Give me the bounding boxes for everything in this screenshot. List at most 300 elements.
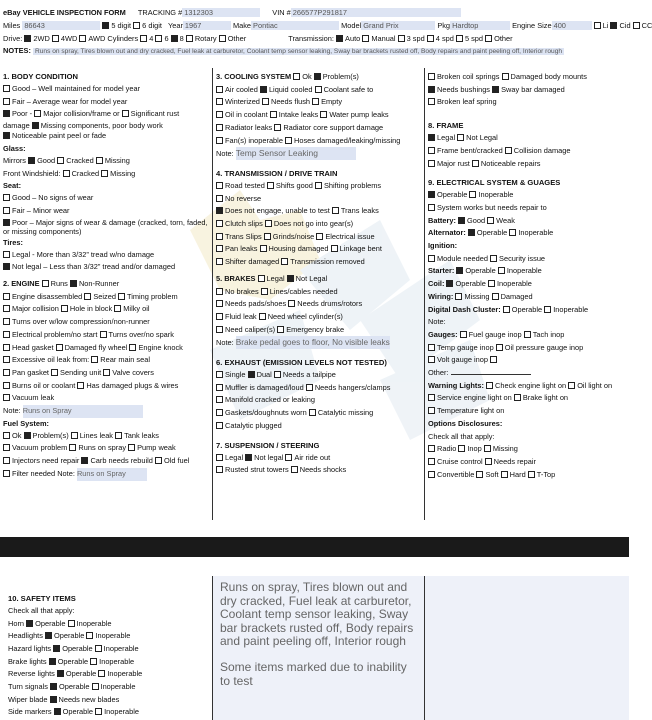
column-frame-electrical bbox=[424, 68, 629, 520]
checkbox-temp-gauge[interactable] bbox=[428, 344, 435, 351]
checkbox-cruise[interactable] bbox=[428, 458, 435, 465]
checkbox-injectors[interactable] bbox=[3, 457, 10, 464]
checkbox-electrical-no-start[interactable] bbox=[3, 331, 10, 338]
label-air-ride: Air ride out bbox=[294, 452, 331, 462]
checkbox-trans-leaks[interactable] bbox=[332, 207, 339, 214]
checkbox-coil-inoperable[interactable] bbox=[488, 280, 495, 287]
checkbox-filter[interactable] bbox=[3, 470, 10, 477]
label-brakes-legal: Legal bbox=[266, 273, 285, 283]
label-wheel-cyl: Need wheel cylinder(s) bbox=[267, 311, 343, 321]
checkbox-rear-main[interactable] bbox=[91, 356, 98, 363]
checkbox-2wd[interactable] bbox=[24, 35, 31, 42]
label-no-engage: Does not engage, unable to test bbox=[225, 206, 330, 216]
label-horn-inoperable: Inoperable bbox=[76, 618, 112, 628]
checkbox-wiring-missing[interactable] bbox=[455, 293, 462, 300]
checkbox-paint-peel[interactable] bbox=[3, 132, 10, 139]
label-alternator: Alternator: bbox=[428, 228, 466, 238]
checkbox-no-engage[interactable] bbox=[216, 207, 223, 214]
checkbox-horn-operable[interactable] bbox=[26, 620, 33, 627]
checkbox-tires-not-legal[interactable] bbox=[3, 263, 10, 270]
checkbox-calipers[interactable] bbox=[216, 326, 223, 333]
checkbox-4spd[interactable] bbox=[427, 35, 434, 42]
checkbox-sig-rust[interactable] bbox=[122, 110, 129, 117]
checkbox-hard[interactable] bbox=[501, 471, 508, 478]
checkbox-seat-good[interactable] bbox=[3, 194, 10, 201]
label-body-good: Good – Well maintained for model year bbox=[12, 84, 141, 93]
cooling-note-field[interactable]: Temp Sensor Leaking bbox=[236, 147, 356, 160]
label-battery: Battery: bbox=[428, 215, 456, 225]
label-gaskets: Gaskets/doughnuts worn bbox=[225, 408, 307, 418]
tracking-field[interactable]: 1312303 bbox=[182, 8, 260, 17]
label-tailpipe: Needs a tailpipe bbox=[282, 370, 336, 380]
checkbox-wheel-cyl[interactable] bbox=[259, 313, 266, 320]
checkbox-housing[interactable] bbox=[260, 245, 267, 252]
checkbox-valve-covers[interactable] bbox=[103, 369, 110, 376]
checkbox-starter-operable[interactable] bbox=[456, 267, 463, 274]
checkbox-plugs-wires[interactable] bbox=[77, 382, 84, 389]
checkbox-manual[interactable] bbox=[362, 35, 369, 42]
label-clutch-slips: Clutch slips bbox=[225, 219, 263, 229]
label-auto: Auto bbox=[345, 34, 361, 43]
label-electrical-no-start: Electrical problem/no start bbox=[12, 329, 98, 339]
checkbox-turn-inoperable[interactable] bbox=[92, 683, 99, 690]
engine-size-label: Engine Size bbox=[512, 21, 552, 30]
checkbox-winterized[interactable] bbox=[216, 98, 223, 105]
label-no-gears: Does not go into gear(s) bbox=[273, 219, 354, 229]
checkbox-ebrake[interactable] bbox=[277, 326, 284, 333]
checkbox-non-runner[interactable] bbox=[70, 280, 77, 287]
checkbox-alt-operable[interactable] bbox=[468, 229, 475, 236]
label-collision-damage: Collision damage bbox=[513, 145, 571, 155]
label-soft: Soft bbox=[485, 469, 499, 479]
checkbox-shocks[interactable] bbox=[291, 466, 298, 473]
model-field[interactable]: Grand Prix bbox=[361, 21, 435, 30]
label-sway-bar: Sway bar damaged bbox=[501, 84, 565, 94]
checkbox-sending-unit[interactable] bbox=[51, 369, 58, 376]
checkbox-no-reverse[interactable] bbox=[216, 195, 223, 202]
label-pan-gasket: Pan gasket bbox=[12, 367, 49, 377]
checkbox-seat-poor[interactable] bbox=[3, 219, 10, 226]
summary-notes[interactable] bbox=[212, 576, 424, 720]
checkbox-radio[interactable] bbox=[428, 445, 435, 452]
checkbox-rusted-towers[interactable] bbox=[216, 466, 223, 473]
frame-title: 8. FRAME bbox=[428, 121, 464, 131]
checkbox-coolant-safe[interactable] bbox=[315, 86, 322, 93]
checkbox-elec-operable[interactable] bbox=[428, 191, 435, 198]
checkbox-works-but[interactable] bbox=[428, 204, 435, 211]
checkbox-tailpipe[interactable] bbox=[274, 371, 281, 378]
label-cooling-problems: Problem(s) bbox=[322, 72, 359, 81]
checkbox-tach[interactable] bbox=[524, 331, 531, 338]
checkbox-brakes-legal[interactable] bbox=[258, 275, 265, 282]
checkbox-susp-not-legal[interactable] bbox=[245, 454, 252, 461]
fuel-note-field[interactable]: Runs on Spray bbox=[77, 468, 147, 481]
year-field[interactable]: 1967 bbox=[183, 21, 231, 30]
checkbox-major-rust[interactable] bbox=[428, 160, 435, 167]
checkbox-tank-leaks[interactable] bbox=[115, 432, 122, 439]
label-options: Options Disclosures: bbox=[428, 418, 503, 428]
checkbox-pads[interactable] bbox=[216, 300, 223, 307]
trans-title: 4. TRANSMISSION / DRIVE TRAIN bbox=[216, 168, 338, 178]
label-pan-leaks: Pan leaks bbox=[225, 244, 258, 254]
checkbox-turn-operable[interactable] bbox=[50, 683, 57, 690]
label-burns-oil: Burns oil or coolant bbox=[12, 380, 76, 390]
checkbox-pump-weak[interactable] bbox=[128, 444, 135, 451]
checkbox-head-gasket[interactable] bbox=[3, 344, 10, 351]
checkbox-auto[interactable] bbox=[336, 35, 343, 42]
checkbox-cooling-ok[interactable] bbox=[293, 73, 300, 80]
label-seized: Seized bbox=[93, 291, 116, 301]
label-fuel-ok: Ok bbox=[12, 430, 22, 440]
safety-headlights-label: Headlights bbox=[8, 631, 43, 641]
checkbox-runs[interactable] bbox=[42, 280, 49, 287]
checkbox-body-poor[interactable] bbox=[3, 110, 10, 117]
checkbox-carb[interactable] bbox=[81, 457, 88, 464]
checkbox-cruise-repair[interactable] bbox=[485, 458, 492, 465]
checkbox-soft[interactable] bbox=[476, 471, 483, 478]
checkbox-lines-leak[interactable] bbox=[71, 432, 78, 439]
checkbox-body-fair[interactable] bbox=[3, 98, 10, 105]
make-label: Make bbox=[232, 21, 252, 30]
checkbox-5spd[interactable] bbox=[456, 35, 463, 42]
label-valve-covers: Valve covers bbox=[112, 367, 154, 377]
checkbox-headlights-inoperable[interactable] bbox=[86, 632, 93, 639]
label-side-markers-operable: Operable bbox=[62, 707, 94, 717]
gauge-other-field[interactable] bbox=[451, 374, 531, 375]
checkbox-low-compression[interactable] bbox=[3, 318, 10, 325]
checkbox-road-tested[interactable] bbox=[216, 182, 223, 189]
checkbox-wiring-damaged[interactable] bbox=[492, 293, 499, 300]
label-trans-removed: Transmission removed bbox=[290, 257, 365, 267]
tracking-label: TRACKING # bbox=[137, 8, 183, 17]
label-cyl4: 4 bbox=[149, 34, 154, 43]
label-shifter: Shifter damaged bbox=[225, 257, 280, 267]
label-headlights-operable: Operable bbox=[53, 631, 85, 641]
checkbox-needs-flush[interactable] bbox=[262, 98, 269, 105]
make-field[interactable]: Pontiac bbox=[251, 21, 339, 30]
checkbox-gaskets[interactable] bbox=[216, 409, 223, 416]
label-trans-leaks: Trans leaks bbox=[340, 206, 379, 216]
checkbox-headlights-operable[interactable] bbox=[45, 632, 52, 639]
checkbox-radiator-leaks[interactable] bbox=[216, 124, 223, 131]
safety-brake-lights-label: Brake lights bbox=[8, 656, 47, 666]
label-turn-inoperable: Inoperable bbox=[100, 682, 136, 692]
checkbox-electrical-issue[interactable] bbox=[316, 233, 323, 240]
checkbox-runs-on-spray[interactable] bbox=[69, 444, 76, 451]
safety-side-markers-label: Side markers bbox=[8, 707, 52, 717]
checkbox-4wd[interactable] bbox=[52, 35, 59, 42]
checkbox-radio-inop[interactable] bbox=[458, 445, 465, 452]
label-shocks: Needs shocks bbox=[299, 465, 347, 475]
checkbox-hoses[interactable] bbox=[285, 137, 292, 144]
checkbox-missing-components[interactable] bbox=[32, 122, 39, 129]
checkbox-ttop[interactable] bbox=[528, 471, 535, 478]
checkbox-vacuum-problem[interactable] bbox=[3, 444, 10, 451]
label-radiator-leaks: Radiator leaks bbox=[225, 122, 273, 132]
checkbox-flywheel[interactable] bbox=[56, 344, 63, 351]
label-hard: Hard bbox=[509, 469, 526, 479]
checkbox-radiator-core[interactable] bbox=[274, 124, 281, 131]
checkbox-oil-light[interactable] bbox=[568, 382, 575, 389]
label-body-poor: Poor - bbox=[12, 109, 33, 119]
checkbox-timing[interactable] bbox=[118, 293, 125, 300]
checkbox-awd[interactable] bbox=[79, 35, 86, 42]
label-major-collision: Major collision/frame or bbox=[43, 109, 120, 119]
checkbox-no-brakes[interactable] bbox=[216, 288, 223, 295]
checkbox-seat-fair[interactable] bbox=[3, 207, 10, 214]
label-engine-collision: Major collision bbox=[12, 304, 59, 314]
checkbox-cyl8[interactable] bbox=[171, 35, 178, 42]
engine-note-field[interactable]: Runs on Spray bbox=[23, 405, 143, 418]
label-li: Li bbox=[602, 21, 609, 30]
checkbox-broken-springs[interactable] bbox=[428, 73, 435, 80]
checkbox-pan-leaks[interactable] bbox=[216, 245, 223, 252]
checkbox-fuel-problems[interactable] bbox=[24, 432, 31, 439]
checkbox-horn-inoperable[interactable] bbox=[68, 620, 75, 627]
checkbox-major-collision[interactable] bbox=[34, 110, 41, 117]
cooling-title: 3. COOLING SYSTEM bbox=[216, 72, 292, 81]
checkbox-single[interactable] bbox=[216, 371, 223, 378]
label-module: Module needed bbox=[437, 253, 488, 263]
label-seat-poor: Poor – Major signs of wear & damage (cracked, torn, faded, or missing components) bbox=[3, 217, 208, 237]
label-5digit: 5 digit bbox=[111, 21, 132, 30]
checkbox-fans[interactable] bbox=[216, 137, 223, 144]
label-single: Single bbox=[225, 370, 246, 380]
checkbox-alt-inoperable[interactable] bbox=[509, 229, 516, 236]
label-other: Other bbox=[227, 34, 247, 43]
checkbox-pan-gasket[interactable] bbox=[3, 369, 10, 376]
checkbox-frame-not-legal[interactable] bbox=[457, 134, 464, 141]
label-starter-inoperable: Inoperable bbox=[506, 266, 542, 276]
checkbox-linkage[interactable] bbox=[331, 245, 338, 252]
label-carb: Carb needs rebuild bbox=[90, 456, 153, 466]
miles-field[interactable]: 86643 bbox=[22, 21, 100, 30]
checkbox-oil-leak[interactable] bbox=[3, 356, 10, 363]
checkbox-old-fuel[interactable] bbox=[155, 457, 162, 464]
checkbox-engine-disassembled[interactable] bbox=[3, 293, 10, 300]
checkbox-5digit[interactable] bbox=[102, 22, 109, 29]
checkbox-shifting-problems[interactable] bbox=[315, 182, 322, 189]
label-shifting-problems: Shifting problems bbox=[323, 180, 382, 190]
checkbox-engine-knock[interactable] bbox=[129, 344, 136, 351]
checkbox-lines-cables[interactable] bbox=[261, 288, 268, 295]
checkbox-dash-operable[interactable] bbox=[503, 306, 510, 313]
label-battery-weak: Weak bbox=[496, 215, 515, 225]
checkbox-starter-inoperable[interactable] bbox=[498, 267, 505, 274]
checkbox-side-markers-operable[interactable] bbox=[54, 708, 61, 715]
checkbox-muffler[interactable] bbox=[216, 384, 223, 391]
checkbox-vacuum-leak[interactable] bbox=[3, 394, 10, 401]
checkbox-noticeable-repairs[interactable] bbox=[472, 160, 479, 167]
checkbox-catalytic-missing[interactable] bbox=[309, 409, 316, 416]
label-warning: Warning Lights: bbox=[428, 380, 484, 390]
label-oil-leak: Excessive oil leak from: bbox=[12, 355, 90, 365]
label-lines-leak: Lines leak bbox=[79, 430, 113, 440]
label-manifold: Manifold cracked or leaking bbox=[225, 395, 315, 405]
label-muffler: Muffler is damaged/loud bbox=[225, 382, 304, 392]
checkbox-windshield-cracked[interactable] bbox=[63, 170, 70, 177]
checkbox-cyl6[interactable] bbox=[155, 35, 162, 42]
checkbox-frame-bent[interactable] bbox=[428, 147, 435, 154]
checkbox-fluid-leak[interactable] bbox=[216, 313, 223, 320]
label-paint-peel: Noticeable paint peel or fade bbox=[12, 131, 107, 141]
label-hazard-inoperable: Inoperable bbox=[103, 643, 139, 653]
label-oil-in-coolant: Oil in coolant bbox=[225, 110, 268, 120]
label-coil: Coil: bbox=[428, 279, 445, 289]
checkbox-manifold[interactable] bbox=[216, 396, 223, 403]
checkbox-trans-slips[interactable] bbox=[216, 233, 223, 240]
checkbox-frame-legal[interactable] bbox=[428, 134, 435, 141]
checkbox-volt[interactable] bbox=[428, 356, 435, 363]
checkbox-other[interactable] bbox=[219, 35, 226, 42]
checkbox-radio-missing[interactable] bbox=[484, 445, 491, 452]
column-cooling-suspension bbox=[212, 68, 423, 520]
suspension-title: 7. SUSPENSION / STEERING bbox=[216, 440, 320, 450]
checkbox-cid[interactable] bbox=[610, 22, 617, 29]
checkbox-battery-good[interactable] bbox=[458, 217, 465, 224]
checkbox-windshield-missing[interactable] bbox=[101, 170, 108, 177]
label-brake-lights-operable: Operable bbox=[57, 656, 89, 666]
label-liquid-cooled: Liquid cooled bbox=[268, 84, 313, 94]
checkbox-intake-leaks[interactable] bbox=[270, 111, 277, 118]
brakes-note-label: Note: bbox=[216, 338, 234, 348]
checkbox-reverse-operable[interactable] bbox=[57, 670, 64, 677]
checkbox-gauge-blank[interactable] bbox=[490, 356, 497, 363]
label-wiring-missing: Missing bbox=[464, 291, 490, 301]
checkbox-mirrors-missing[interactable] bbox=[96, 157, 103, 164]
label-reverse-operable: Operable bbox=[65, 669, 97, 679]
checkbox-brake-light[interactable] bbox=[514, 394, 521, 401]
checkbox-empty[interactable] bbox=[312, 98, 319, 105]
engine-note-label: Note: bbox=[3, 406, 21, 416]
label-engine-knock: Engine knock bbox=[138, 342, 183, 352]
checkbox-mirrors-cracked[interactable] bbox=[57, 157, 64, 164]
label-brake-lights-inoperable: Inoperable bbox=[99, 656, 135, 666]
label-windshield: Front Windshield: bbox=[3, 168, 61, 178]
checkbox-mirrors-good[interactable] bbox=[28, 157, 35, 164]
checkbox-air-cooled[interactable] bbox=[216, 86, 223, 93]
checkbox-convertible[interactable] bbox=[428, 471, 435, 478]
checkbox-reverse-inoperable[interactable] bbox=[98, 670, 105, 677]
checkbox-oil-in-coolant[interactable] bbox=[216, 111, 223, 118]
checkbox-dash-inoperable[interactable] bbox=[544, 306, 551, 313]
checkbox-6digit[interactable] bbox=[133, 22, 140, 29]
label-fuel-problems: Problem(s) bbox=[32, 430, 69, 440]
checkbox-oil-gauge[interactable] bbox=[496, 344, 503, 351]
checkbox-temp-light[interactable] bbox=[428, 407, 435, 414]
label-old-fuel: Old fuel bbox=[163, 456, 190, 466]
checkbox-shifts-good[interactable] bbox=[267, 182, 274, 189]
glass-title: Glass: bbox=[3, 143, 26, 153]
brakes-note-field[interactable]: Brake pedal goes to floor, No visible leaks bbox=[235, 337, 390, 348]
checkbox-3spd[interactable] bbox=[398, 35, 405, 42]
checkbox-hole-block[interactable] bbox=[61, 305, 68, 312]
checkbox-bushings[interactable] bbox=[428, 86, 435, 93]
checkbox-dual[interactable] bbox=[248, 371, 255, 378]
checkbox-seized[interactable] bbox=[84, 293, 91, 300]
checkbox-li[interactable] bbox=[594, 22, 601, 29]
checkbox-brake-lights-operable[interactable] bbox=[49, 658, 56, 665]
form-title: eBay VEHICLE INSPECTION FORM bbox=[3, 8, 126, 17]
blank-notes-box[interactable] bbox=[424, 576, 629, 720]
checkbox-air-ride[interactable] bbox=[285, 454, 292, 461]
checkbox-no-gears[interactable] bbox=[265, 220, 272, 227]
checkbox-coil-operable[interactable] bbox=[446, 280, 453, 287]
checkbox-collision-damage[interactable] bbox=[505, 147, 512, 154]
checkbox-check-engine[interactable] bbox=[486, 382, 493, 389]
label-pads: Needs pads/shoes bbox=[225, 299, 287, 309]
checkbox-sway-bar[interactable] bbox=[492, 86, 499, 93]
checkbox-drums[interactable] bbox=[288, 300, 295, 307]
checkbox-rotary[interactable] bbox=[186, 35, 193, 42]
checkbox-engine-collision[interactable] bbox=[3, 305, 10, 312]
checkbox-security[interactable] bbox=[490, 255, 497, 262]
checkbox-catalytic-plugged[interactable] bbox=[216, 422, 223, 429]
checkbox-brake-lights-inoperable[interactable] bbox=[90, 658, 97, 665]
checkbox-tires-legal[interactable] bbox=[3, 251, 10, 258]
label-hoses: Hoses damaged/leaking/missing bbox=[294, 135, 401, 145]
checkbox-grinds[interactable] bbox=[264, 233, 271, 240]
safety-check-all: Check all that apply: bbox=[8, 606, 75, 615]
engine-size-field[interactable]: 400 bbox=[552, 21, 592, 30]
checkbox-trans-other[interactable] bbox=[485, 35, 492, 42]
label-dash: Digital Dash Cluster: bbox=[428, 304, 501, 314]
checkbox-service[interactable] bbox=[428, 394, 435, 401]
notes-field[interactable]: Runs on spray, Tires blown out and dry cracked, Fuel leak at carburetor, Coolant temp sensor leaking, Sway bar brackets rusted off, Body repairs and paint peeling off, Interior rough bbox=[34, 48, 563, 55]
checkbox-fuel-ok[interactable] bbox=[3, 432, 10, 439]
checkbox-fuel-gauge[interactable] bbox=[460, 331, 467, 338]
label-hangers: Needs hangers/clamps bbox=[314, 382, 391, 392]
checkbox-cooling-problems[interactable] bbox=[314, 73, 321, 80]
label-headlights-inoperable: Inoperable bbox=[95, 631, 131, 641]
checkbox-body-good[interactable] bbox=[3, 85, 10, 92]
checkbox-water-pump[interactable] bbox=[320, 111, 327, 118]
checkbox-brakes-not-legal[interactable] bbox=[287, 275, 294, 282]
checkbox-module[interactable] bbox=[428, 255, 435, 262]
checkbox-no-spark[interactable] bbox=[100, 331, 107, 338]
checkbox-clutch-slips[interactable] bbox=[216, 220, 223, 227]
checkbox-cyl4[interactable] bbox=[140, 35, 147, 42]
checkbox-trans-removed[interactable] bbox=[281, 258, 288, 265]
checkbox-hazard-operable[interactable] bbox=[53, 645, 60, 652]
safety-reverse-label: Reverse lights bbox=[8, 669, 55, 679]
checkbox-elec-inoperable[interactable] bbox=[469, 191, 476, 198]
vin-field[interactable]: 266577P291817 bbox=[291, 8, 461, 17]
checkbox-shifter[interactable] bbox=[216, 258, 223, 265]
label-awd: AWD bbox=[88, 34, 106, 43]
checkbox-side-markers-inoperable[interactable] bbox=[95, 708, 102, 715]
checkbox-susp-legal[interactable] bbox=[216, 454, 223, 461]
checkbox-liquid-cooled[interactable] bbox=[260, 86, 267, 93]
pkg-field[interactable]: Hardtop bbox=[450, 21, 510, 30]
checkbox-burns-oil[interactable] bbox=[3, 382, 10, 389]
label-body-fair: Fair – Average wear for model year bbox=[12, 96, 128, 106]
label-service: Service engine light on bbox=[437, 393, 512, 403]
label-alt-operable: Operable bbox=[476, 228, 508, 238]
checkbox-cc[interactable] bbox=[633, 22, 640, 29]
checkbox-battery-weak[interactable] bbox=[487, 217, 494, 224]
label-4spd: 4 spd bbox=[435, 34, 454, 43]
checkbox-milky-oil[interactable] bbox=[114, 305, 121, 312]
checkbox-hangers[interactable] bbox=[306, 384, 313, 391]
checkbox-leaf-spring[interactable] bbox=[428, 98, 435, 105]
notes-label: NOTES: bbox=[3, 46, 31, 55]
checkbox-hazard-inoperable[interactable] bbox=[95, 645, 102, 652]
label-dash-operable: Operable bbox=[511, 304, 543, 314]
label-ignition: Ignition: bbox=[428, 241, 458, 251]
checkbox-wiper-new-blades[interactable] bbox=[50, 696, 57, 703]
checkbox-body-mounts[interactable] bbox=[502, 73, 509, 80]
